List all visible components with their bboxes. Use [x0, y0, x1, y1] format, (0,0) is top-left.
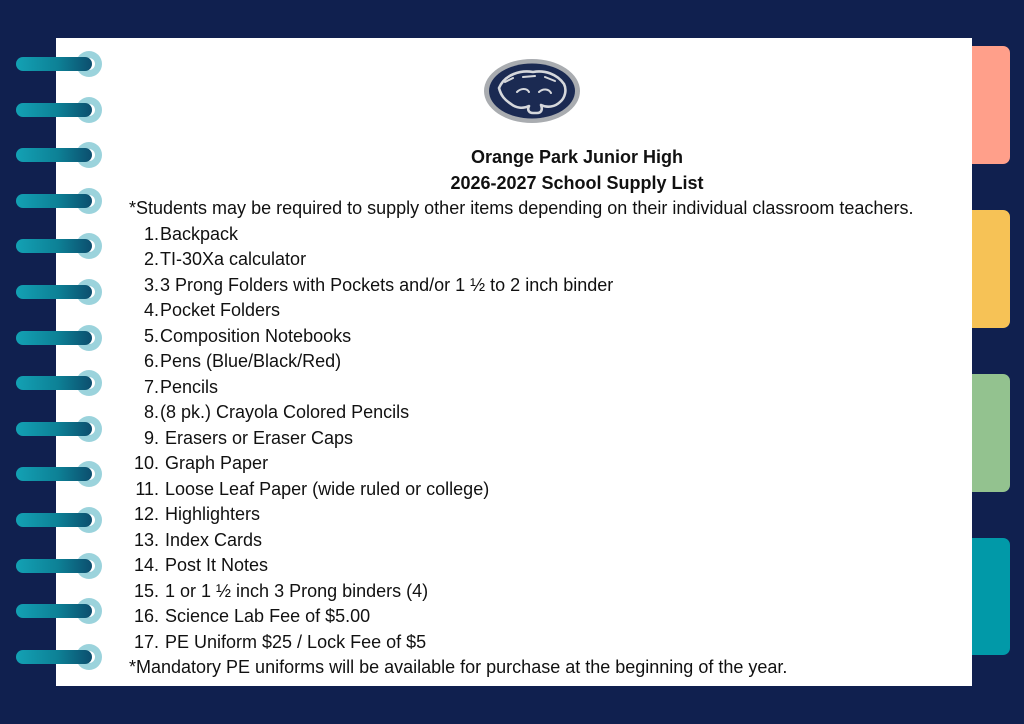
list-item-number: 2.	[143, 249, 159, 269]
list-item-text: PE Uniform $25 / Lock Fee of $5	[165, 631, 427, 652]
list-item	[129, 400, 949, 426]
list-item-number: 15.	[133, 580, 159, 601]
list-item	[129, 604, 949, 630]
spiral-ring-icon	[16, 507, 98, 533]
list-item-number: 1.	[143, 223, 159, 244]
list-item	[129, 630, 949, 656]
list-item-text: Index Cards	[165, 529, 263, 550]
notebook-page	[56, 38, 972, 686]
list-item-text: Pens (Blue/Black/Red)	[160, 351, 342, 371]
list-item	[129, 451, 949, 477]
list-item	[129, 247, 949, 273]
list-item	[129, 324, 949, 350]
list-item-number: 14.	[133, 555, 159, 575]
wildcat-logo-icon	[483, 58, 581, 124]
spiral-ring-icon	[16, 51, 98, 77]
spiral-ring-icon	[16, 142, 98, 168]
supply-list	[129, 222, 949, 656]
list-item-number: 11.	[135, 478, 159, 499]
list-item	[129, 553, 949, 579]
list-item-number: 12.	[133, 504, 159, 524]
spiral-ring-icon	[16, 97, 98, 123]
list-item	[129, 426, 949, 452]
list-item-text: Highlighters	[165, 504, 261, 524]
school-name: Orange Park Junior High	[470, 147, 684, 167]
list-item-number: 4.	[143, 300, 159, 320]
list-item-number: 13.	[133, 529, 159, 550]
list-item-text: TI-30Xa calculator	[160, 249, 307, 269]
spiral-ring-icon	[16, 279, 98, 305]
list-item	[129, 375, 949, 401]
spiral-ring-icon	[16, 644, 98, 670]
list-item-number: 3.	[143, 274, 159, 295]
list-item	[129, 477, 949, 503]
list-item-text: Graph Paper	[165, 453, 269, 473]
footer-note: *Mandatory PE uniforms will be available for purchase at the beginning of the year.	[129, 657, 788, 677]
spiral-ring-icon	[16, 598, 98, 624]
list-item-text: (8 pk.) Crayola Colored Pencils	[160, 402, 410, 422]
spiral-ring-icon	[16, 233, 98, 259]
list-item	[129, 222, 949, 248]
list-item-number: 5.	[143, 325, 159, 346]
list-item-number: 7.	[143, 376, 159, 397]
list-item-text: Loose Leaf Paper (wide ruled or college)	[165, 478, 490, 499]
spiral-ring-icon	[16, 370, 98, 396]
list-item	[129, 502, 949, 528]
list-title: 2026-2027 School Supply List	[450, 172, 704, 193]
list-item	[129, 579, 949, 605]
list-item	[129, 273, 949, 299]
spiral-ring-icon	[16, 553, 98, 579]
list-item	[129, 298, 949, 324]
spiral-ring-icon	[16, 416, 98, 442]
list-item-text: Science Lab Fee of $5.00	[165, 606, 371, 626]
list-item-text: 3 Prong Folders with Pockets and/or 1 ½ to 2 inch binder	[160, 274, 614, 295]
spiral-ring-icon	[16, 325, 98, 351]
list-item-text: 1 or 1 ½ inch 3 Prong binders (4)	[165, 580, 429, 601]
list-item-number: 17.	[133, 631, 159, 652]
list-item-text: Backpack	[160, 223, 239, 244]
list-item-number: 9.	[143, 427, 159, 448]
list-item-text: Composition Notebooks	[160, 325, 352, 346]
list-item-number: 8.	[143, 402, 159, 422]
spiral-ring-icon	[16, 188, 98, 214]
list-item	[129, 528, 949, 554]
list-item	[129, 349, 949, 375]
spiral-ring-icon	[16, 461, 98, 487]
list-item-text: Post It Notes	[165, 555, 269, 575]
list-item-text: Pocket Folders	[160, 300, 281, 320]
list-item-number: 10.	[133, 453, 159, 473]
list-item-text: Pencils	[160, 376, 219, 397]
supply-list-document	[129, 145, 949, 681]
list-item-number: 6.	[143, 351, 159, 371]
intro-note: *Students may be required to supply other items depending on their individual classroom teachers.	[129, 198, 914, 218]
list-item-text: Erasers or Eraser Caps	[165, 427, 354, 448]
list-item-number: 16.	[133, 606, 159, 626]
